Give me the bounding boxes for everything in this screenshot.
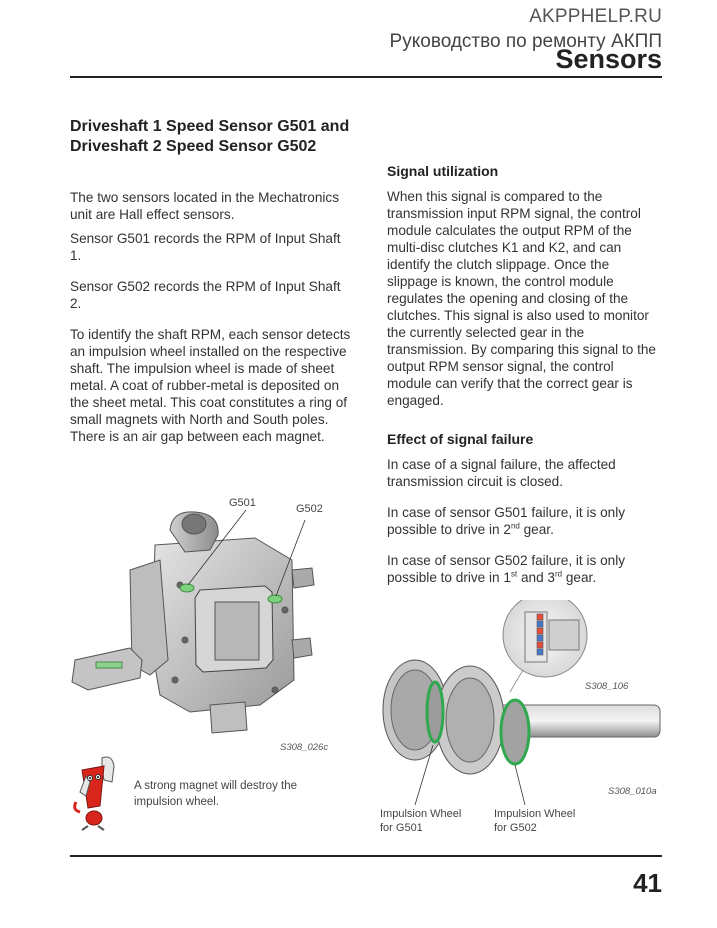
page-number: 41 bbox=[633, 868, 662, 898]
label-impulsion-wheel-g502: Impulsion Wheel for G502 bbox=[494, 808, 576, 834]
figure-id-mechatronics: S308_026c bbox=[280, 742, 329, 753]
g501-failure-text: In case of sensor G501 failure, it is only possible to drive in 2nd gear. bbox=[387, 505, 626, 537]
paragraph-g502: Sensor G502 records the RPM of Input Shaft 2. bbox=[70, 279, 341, 311]
label-g501: G501 bbox=[229, 497, 256, 509]
footer-rule bbox=[70, 855, 662, 857]
label-g502: G502 bbox=[296, 503, 323, 515]
mechatronics-unit-illustration bbox=[60, 490, 360, 760]
warning-text: A strong magnet will destroy the impulsion wheel. bbox=[134, 780, 297, 808]
signal-utilization-heading: Signal utilization bbox=[387, 163, 499, 179]
figure-id-shaft: S308_010a bbox=[608, 786, 657, 797]
site-name: AKPPHELP.RU bbox=[529, 6, 662, 27]
paragraph-impulsion-wheel: To identify the shaft RPM, each sensor detects an impulsion wheel installed on the respective shaft. The impulsion wheel is made of sheet metal. A coat of rubber-metal is deposited on the sheet metal. This coat constitutes a ring of small magnets with North and South poles. There is an air gap between each magnet. bbox=[70, 327, 351, 444]
signal-failure-text: In case of a signal failure, the affected transmission circuit is closed. bbox=[387, 457, 616, 489]
manual-subtitle: Руководство по ремонту АКПП bbox=[389, 31, 662, 52]
paragraph-g501: Sensor G501 records the RPM of Input Shaft 1. bbox=[70, 231, 341, 263]
signal-utilization-text: When this signal is compared to the transmission input RPM signal, the control module calculates the output RPM of the multi-disc clutches K1 and K2, and can identify the clutch slippage. Once the slippage is known, the control module regulates the opening and closing of the clutches. This signal is also used to monitor the currently selected gear in the transmission. By comparing this signal to the output RPM sensor signal, the control module can verify that the correct gear is engaged. bbox=[387, 189, 656, 408]
section-heading: Driveshaft 1 Speed Sensor G501 and Driveshaft 2 Speed Sensor G502 bbox=[70, 118, 350, 155]
label-impulsion-wheel-g501: Impulsion Wheel for G501 bbox=[380, 808, 462, 834]
section-title: Sensors bbox=[555, 44, 662, 74]
shaft-impulsion-wheel-illustration bbox=[375, 600, 665, 810]
g502-failure-text: In case of sensor G502 failure, it is only possible to drive in 1st and 3rd gear. bbox=[387, 553, 626, 585]
paragraph-hall-sensors: The two sensors located in the Mechatronics unit are Hall effect sensors. bbox=[70, 190, 339, 222]
figure-id-detail: S308_106 bbox=[585, 681, 629, 692]
exclamation-warning-icon bbox=[68, 752, 124, 832]
header-rule bbox=[70, 76, 662, 78]
signal-failure-heading: Effect of signal failure bbox=[387, 431, 534, 447]
